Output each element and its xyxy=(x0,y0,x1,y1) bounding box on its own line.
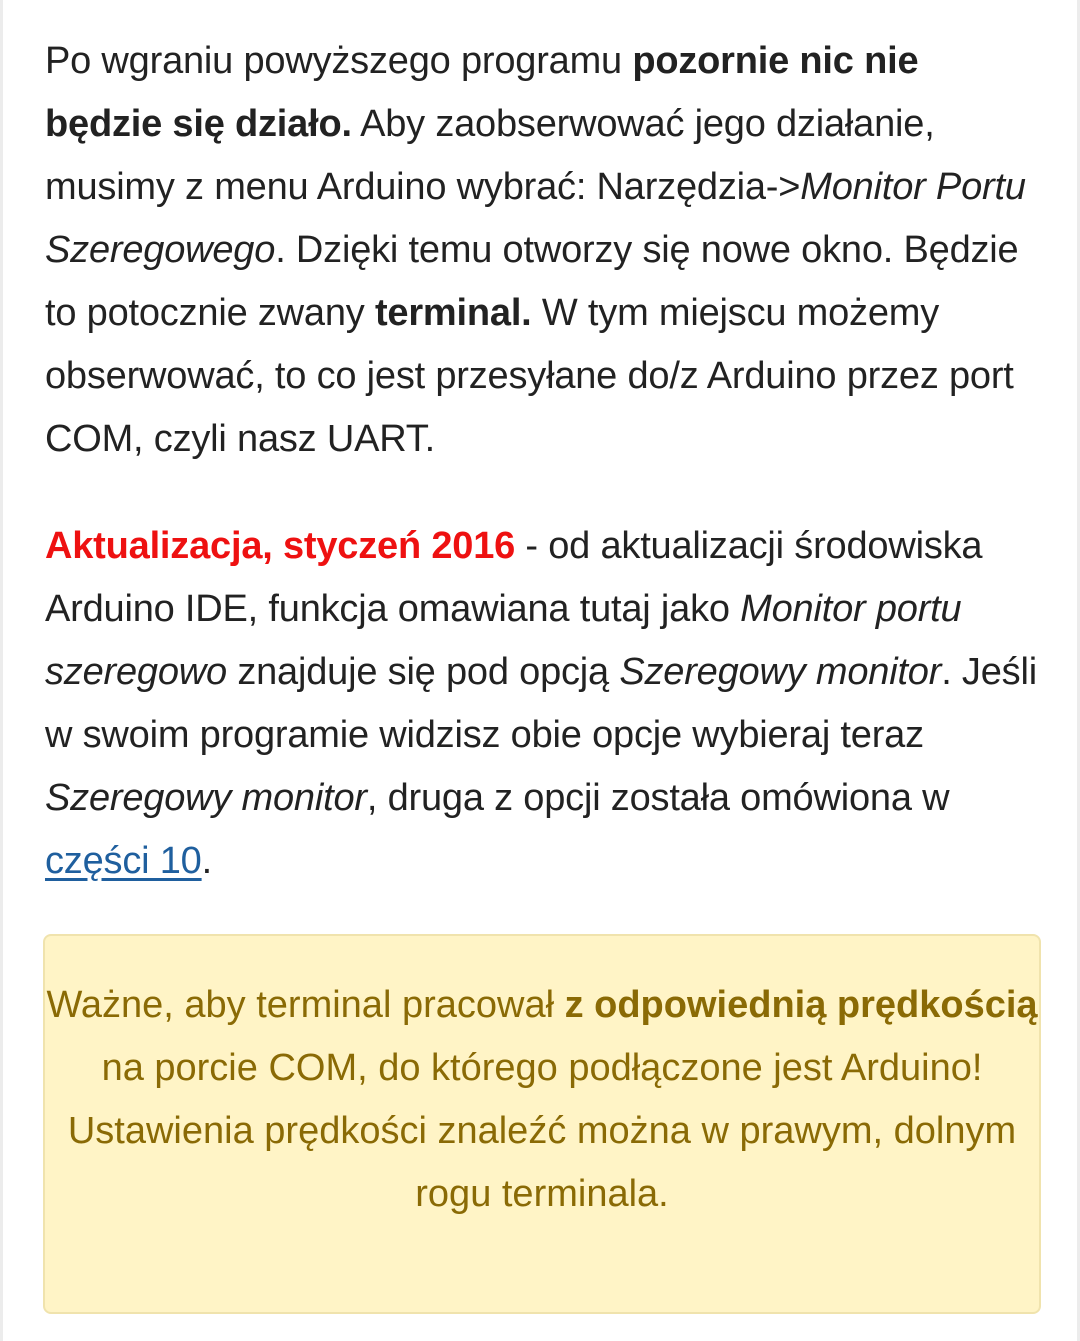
italic-option-name: Monitor portu szeregowo xyxy=(45,588,962,693)
text-segment: W tym miejscu możemy obserwować, to co jest przesyłane do/z Arduino przez port COM, czyli nasz UART. xyxy=(45,292,1014,460)
paragraph-upload-info xyxy=(45,30,1045,471)
text-segment: na porcie COM, do którego podłączone jest Arduino! xyxy=(101,1047,983,1089)
text-segment: - od aktualizacji środowiska Arduino IDE, funkcja omawiana tutaj jako xyxy=(45,525,983,630)
text-segment: znajduje się pod opcją xyxy=(226,651,620,693)
notice-text-settings: Ustawienia prędkości znaleźć można w prawym, dolnym rogu terminala. xyxy=(67,1110,1017,1215)
menu-path-italic: Monitor Portu Szeregowego xyxy=(45,166,1026,271)
italic-option-name: Szeregowy monitor xyxy=(45,777,367,819)
update-label: Aktualizacja, styczeń 2016 xyxy=(45,525,516,567)
bold-speed-text: z odpowiednią prędkością xyxy=(564,984,1038,1026)
bold-terminal: terminal. xyxy=(374,292,532,334)
warning-notice-box xyxy=(43,934,1041,1314)
italic-option-name: Szeregowy monitor xyxy=(619,651,942,693)
part-10-link[interactable]: części 10 xyxy=(45,840,202,882)
text-segment: Aby zaobserwować jego działanie, musimy z menu Arduino wybrać: Narzędzia-> xyxy=(45,103,935,208)
article-content xyxy=(45,30,1045,893)
text-segment: , druga z opcji została omówiona w xyxy=(366,777,950,819)
paragraph-update-note xyxy=(45,515,1045,893)
text-segment: . Jeśli w swoim programie widzisz obie opcje wybieraj teraz xyxy=(45,651,1037,756)
text-segment: . xyxy=(201,840,212,882)
text-segment: Po wgraniu powyższego programu xyxy=(45,40,633,82)
text-segment: Ważne, aby terminal pracował xyxy=(46,984,565,1026)
text-segment: . Dzięki temu otworzy się nowe okno. Będzie to potocznie zwany xyxy=(45,229,1019,334)
notice-text-speed xyxy=(45,974,1039,1100)
bold-text: pozornie nic nie będzie się działo. xyxy=(45,40,919,145)
